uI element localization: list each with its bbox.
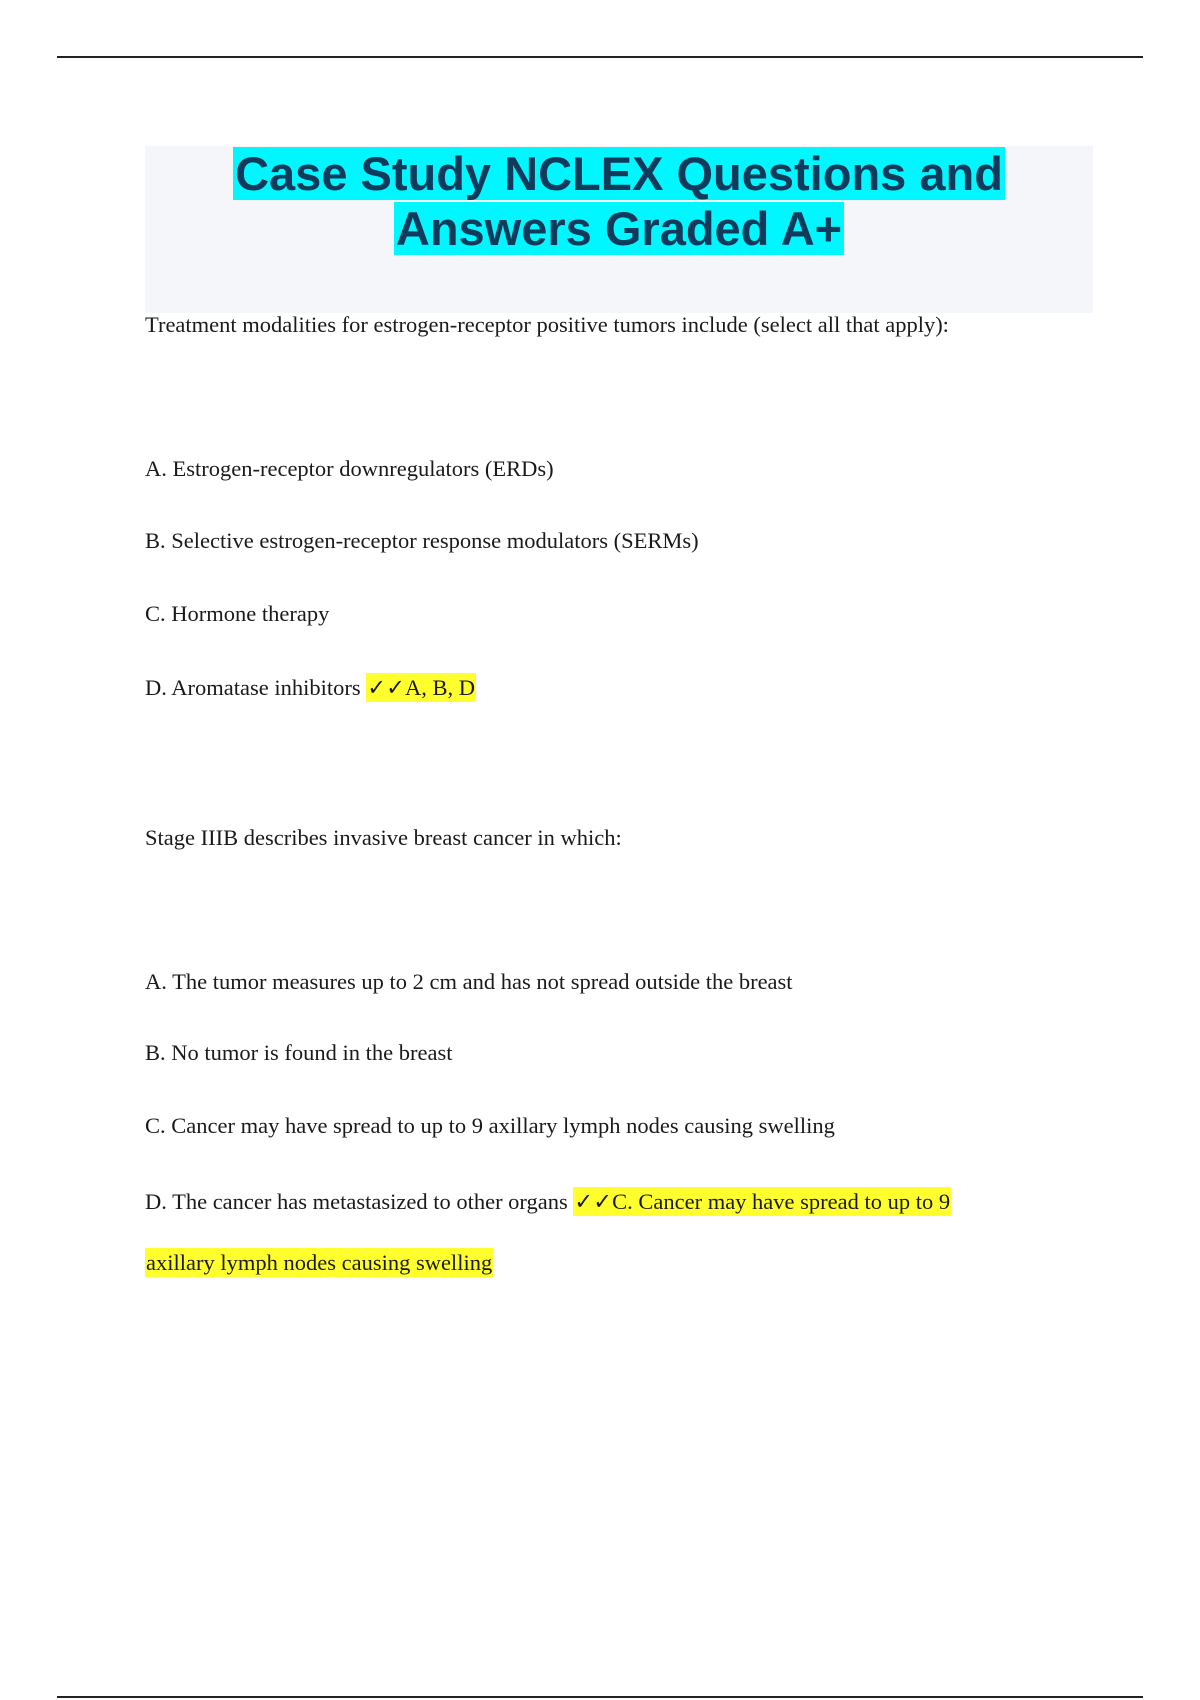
question-2-option-a: A. The tumor measures up to 2 cm and has not spread outside the breast — [145, 969, 793, 994]
title-block — [145, 146, 1093, 313]
top-rule — [57, 56, 1143, 58]
question-1-option-b: B. Selective estrogen-receptor response modulators (SERMs) — [145, 528, 699, 553]
question-2-option-b: B. No tumor is found in the breast — [145, 1040, 453, 1065]
question-1-stem: Treatment modalities for estrogen-receptor positive tumors include (select all that apply): — [145, 312, 949, 337]
question-1-option-d-line — [145, 674, 476, 702]
title-line-1: Case Study NCLEX Questions and — [235, 147, 1003, 200]
bottom-rule — [57, 1696, 1143, 1698]
question-1-option-a: A. Estrogen-receptor downregulators (ERDs) — [145, 456, 554, 481]
question-2-stem: Stage IIIB describes invasive breast cancer in which: — [145, 825, 622, 850]
document-title — [145, 146, 1093, 256]
question-2-answer-line-1: ✓✓C. Cancer may have spread to up to 9 — [574, 1189, 951, 1214]
question-2-answer-line-2: axillary lymph nodes causing swelling — [146, 1250, 493, 1275]
question-2-option-c: C. Cancer may have spread to up to 9 axillary lymph nodes causing swelling — [145, 1113, 835, 1138]
question-2-option-d: D. The cancer has metastasized to other organs — [145, 1189, 568, 1214]
title-line-2: Answers Graded A+ — [395, 202, 843, 255]
question-1-option-d: D. Aromatase inhibitors — [145, 675, 361, 700]
question-1-option-c: C. Hormone therapy — [145, 601, 330, 626]
question-2-option-d-line — [145, 1188, 951, 1216]
question-1-answer: ✓✓A, B, D — [367, 675, 475, 700]
question-2-answer-line-2-row — [145, 1249, 493, 1277]
